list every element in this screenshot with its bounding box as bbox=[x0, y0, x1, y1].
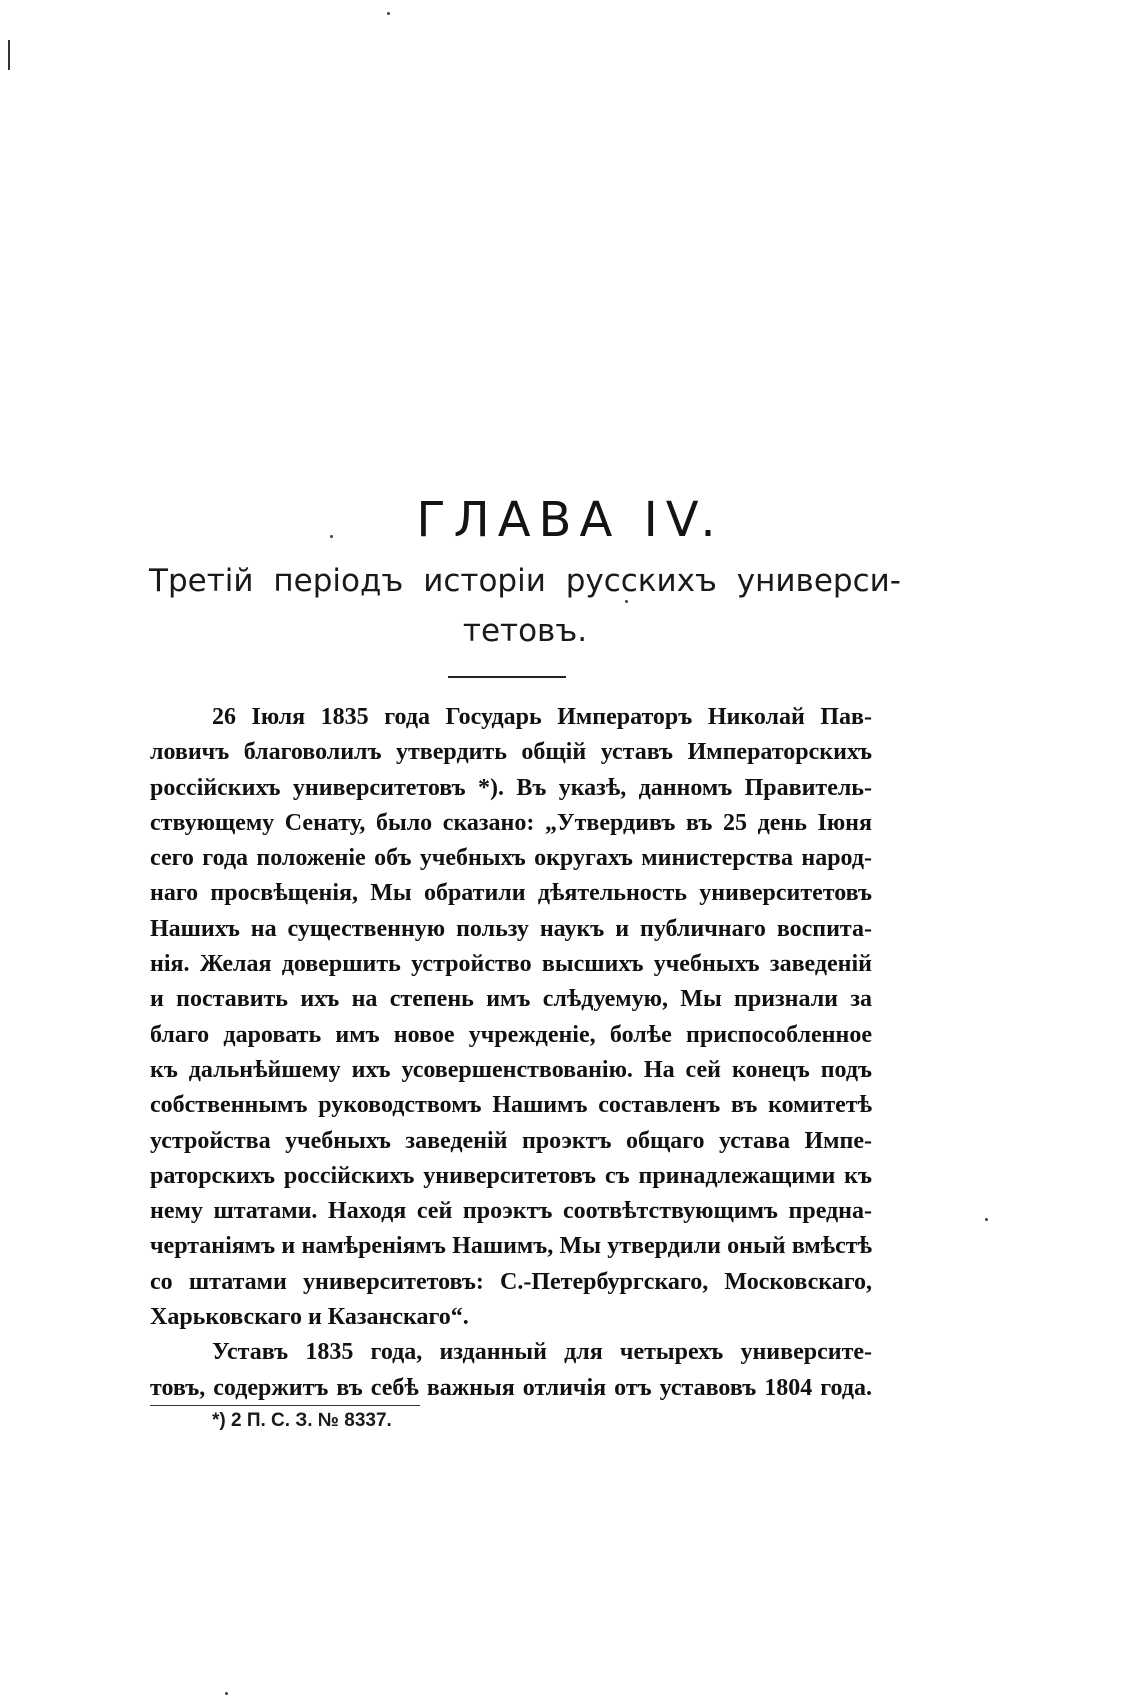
text-line: чертаніямъ и намѣреніямъ Нашимъ, Мы утвердили оный вмѣстѣ bbox=[150, 1233, 872, 1260]
text-line: Уставъ 1835 года, изданный для четырехъ университе- bbox=[212, 1339, 872, 1366]
text-line: Харьковскаго и Казанскаго“. bbox=[150, 1304, 469, 1331]
text-line: къ дальнѣйшему ихъ усовершенствованію. На сей конецъ подъ bbox=[150, 1056, 872, 1083]
scan-speck bbox=[225, 1692, 228, 1695]
chapter-subtitle bbox=[140, 556, 910, 656]
text-line: благо даровать имъ новое учрежденіе, болѣе приспособленное bbox=[150, 1021, 872, 1048]
text-line: ловичъ благоволилъ утвердить общій уставъ Императорскихъ bbox=[150, 739, 872, 766]
text-line: со штатами университетовъ: С.-Петербургскаго, Московскаго, bbox=[150, 1268, 872, 1295]
text-line: россійскихъ университетовъ *). Въ указѣ, данномъ Правитель- bbox=[150, 774, 872, 801]
text-line: собственнымъ руководствомъ Нашимъ составленъ въ комитетѣ bbox=[150, 1092, 872, 1119]
footnote-rule bbox=[150, 1405, 420, 1406]
body-text bbox=[150, 700, 872, 1406]
text-line: и поставить ихъ на степень имъ слѣдуемую, Мы признали за bbox=[150, 986, 872, 1013]
title-divider-rule bbox=[448, 676, 566, 678]
text-line: нему штатами. Находя сей проэктъ соотвѣтствующимъ предна- bbox=[150, 1198, 872, 1225]
text-line: устройства учебныхъ заведеній проэктъ общаго устава Импе- bbox=[150, 1127, 872, 1154]
text-line: сего года положеніе объ учебныхъ округахъ министерства народ- bbox=[150, 845, 872, 872]
text-line: нія. Желая довершить устройство высшихъ учебныхъ заведеній bbox=[150, 951, 872, 978]
footnote: *) 2 П. С. З. № 8337. bbox=[212, 1410, 392, 1431]
text-line: ствующему Сенату, было сказано: „Утвердивъ въ 25 день Іюня bbox=[150, 809, 872, 836]
text-line: наго просвѣщенія, Мы обратили дѣятельность университетовъ bbox=[150, 880, 872, 907]
text-line: 26 Іюля 1835 года Государь Императоръ Николай Пав- bbox=[212, 704, 872, 730]
chapter-subtitle-line: тетовъ. bbox=[462, 613, 588, 649]
text-line: раторскихъ россійскихъ университетовъ съ принадлежащими къ bbox=[150, 1162, 872, 1189]
text-line: Нашихъ на существенную пользу наукъ и публичнаго воспита- bbox=[150, 915, 872, 942]
chapter-title: ГЛАВА IV. bbox=[416, 492, 724, 548]
scan-margin-mark bbox=[8, 40, 10, 70]
chapter-subtitle-line: Третій періодъ исторіи русскихъ универси- bbox=[149, 563, 901, 599]
scan-speck bbox=[387, 12, 390, 15]
scan-speck bbox=[985, 1218, 988, 1221]
text-line: товъ, содержитъ въ себѣ важныя отличія отъ уставовъ 1804 года. bbox=[150, 1374, 872, 1401]
